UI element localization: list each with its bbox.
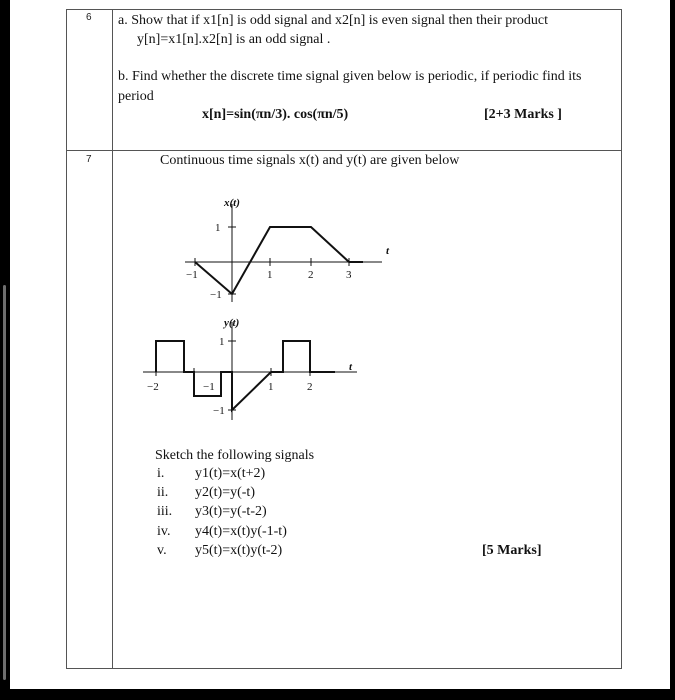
bottom-margin xyxy=(0,689,675,700)
q6-part-a-line1: a. Show that if x1[n] is odd signal and x2[n] is even signal then their product xyxy=(118,13,549,28)
x-t-signal-line xyxy=(195,227,363,294)
q6-part-a-line2: y[n]=x1[n].x2[n] is an odd signal . xyxy=(137,32,331,47)
scrollbar[interactable] xyxy=(3,285,6,680)
list-item-expr: y3(t)=y(-t-2) xyxy=(195,504,267,519)
graph-x-xtick: 2 xyxy=(308,269,314,281)
q7-marks: [5 Marks] xyxy=(482,543,542,558)
graph-x-xtick: 3 xyxy=(346,269,352,281)
graph-x-title: x(t) xyxy=(224,197,240,209)
graph-y-axis-var: t xyxy=(349,361,353,373)
list-item-number: i. xyxy=(157,466,165,481)
question-6-number: 6 xyxy=(86,12,92,23)
table-column-divider xyxy=(112,9,113,669)
q6-equation: x[n]=sin(πn/3). cos(πn/5) xyxy=(202,107,349,122)
graph-y-xtick-pos: 2 xyxy=(307,381,313,393)
list-item-expr: y5(t)=x(t)y(t-2) xyxy=(195,543,283,558)
graph-y-xtick-neg: −2 xyxy=(147,381,159,393)
graph-x-t xyxy=(160,190,420,310)
graph-x-ytick-pos: 1 xyxy=(215,222,221,234)
y-t-signal-line xyxy=(156,341,335,410)
graph-y-ytick-pos: 1 xyxy=(219,336,225,348)
q6-part-b-line2: period xyxy=(118,89,154,104)
document-page xyxy=(10,0,670,689)
graph-x-axis-var: t xyxy=(386,245,390,257)
list-item-number: ii. xyxy=(157,485,169,500)
list-item-number: iv. xyxy=(157,524,171,539)
q6-part-b-line1: b. Find whether the discrete time signal given below is periodic, if periodic find its xyxy=(118,69,582,84)
graph-y-xtick-neg: −1 xyxy=(203,381,215,393)
q6-marks: [2+3 Marks ] xyxy=(484,107,562,122)
left-margin xyxy=(0,0,10,700)
table-row-divider xyxy=(66,150,622,151)
graph-x-xtick-neg: −1 xyxy=(186,269,198,281)
sketch-heading: Sketch the following signals xyxy=(155,448,315,463)
graph-y-title: y(t) xyxy=(224,317,240,329)
list-item-expr: y1(t)=x(t+2) xyxy=(195,466,266,481)
question-7-number: 7 xyxy=(86,154,92,165)
list-item-number: iii. xyxy=(157,504,173,519)
graph-x-ytick-neg: −1 xyxy=(210,289,222,301)
list-item-expr: y4(t)=x(t)y(-1-t) xyxy=(195,524,287,539)
graph-x-xtick: 1 xyxy=(267,269,273,281)
q7-intro: Continuous time signals x(t) and y(t) are given below xyxy=(160,153,460,168)
list-item-number: v. xyxy=(157,543,167,558)
list-item-expr: y2(t)=y(-t) xyxy=(195,485,255,500)
graph-y-ytick-neg: −1 xyxy=(213,405,225,417)
graph-y-xtick-pos: 1 xyxy=(268,381,274,393)
graph-y-t xyxy=(135,306,375,426)
